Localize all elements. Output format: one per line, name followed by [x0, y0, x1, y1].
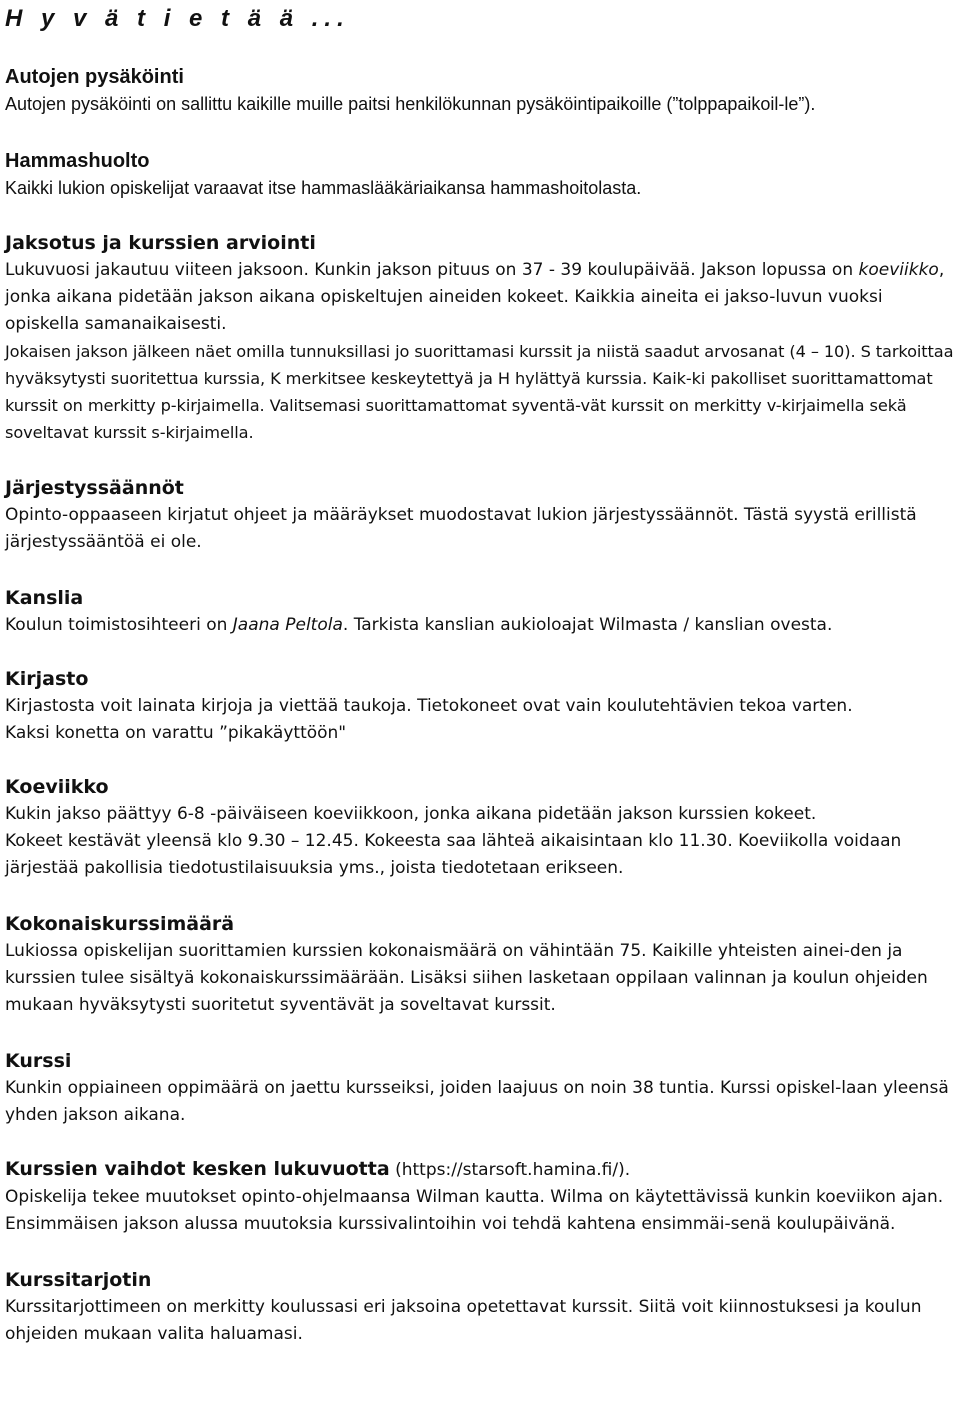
section-hammashuolto	[5, 147, 955, 202]
section-heading: Jaksotus ja kurssien arviointi	[5, 232, 316, 254]
section-jaksotus	[5, 229, 955, 446]
document-page	[5, 4, 955, 1348]
section-heading: Kurssien vaihdot kesken lukuvuotta	[5, 1158, 390, 1180]
section-kurssien-vaihdot	[5, 1155, 955, 1238]
section-autojen-pysakointi	[5, 63, 955, 118]
body-text-part: , jonka aikana pidetään jakson aikana opiskeltujen aineiden kokeet. Kaikkia aineita ei jakso-luvun vuoksi opiskella samanaikaisesti.	[5, 260, 945, 334]
section-body: Jokaisen jakson jälkeen näet omilla tunnuksillasi jo suorittamasi kurssit ja niistä saadut arvosanat (4 – 10). S tarkoittaa hyväksytysti suoritettua kurssia, K merkitsee keskeytettyä ja H hylättyä kurssia. Kaik-ki pakolliset suorittamattomat kurssit on merkitty p-kirjaimella. Valitsemasi suorittamattomat syventä-vät kurssit on merkitty v-kirjaimella sekä soveltavat kurssit s-kirjaimella.	[5, 342, 954, 442]
section-kanslia	[5, 584, 955, 639]
section-body: Kunkin oppiaineen oppimäärä on jaettu kursseiksi, joiden laajuus on noin 38 tuntia. Kurssi opiskel-laan yleensä yhden jakson aikana.	[5, 1078, 949, 1125]
section-body: Opiskelija tekee muutokset opinto-ohjelmaansa Wilman kautta. Wilma on käytettävissä kunkin koeviikon ajan. Ensimmäisen jakson alussa muutoksia kurssivalintoihin voi tehdä kahtena ensimmäi-senä koulupäivänä.	[5, 1187, 944, 1234]
body-text-part: . Tarkista kanslian aukioloajat Wilmasta / kanslian ovesta.	[342, 615, 833, 635]
section-body: Kukin jakso päättyy 6-8 -päiväiseen koeviikkoon, jonka aikana pidetään jakson kurssien kokeet.	[5, 804, 817, 824]
section-heading-link: (https://starsoft.hamina.fi/).	[389, 1160, 631, 1180]
section-kurssi	[5, 1047, 955, 1129]
body-text-part: Lukuvuosi jakautuu viiteen jaksoon. Kunkin jakson pituus on 37 - 39 koulupäivää. Jakson lopussa on	[5, 260, 859, 280]
section-body: Kaikki lukion opiskelijat varaavat itse hammaslääkäriaikansa hammashoitolasta.	[5, 178, 642, 198]
section-body: Kurssitarjottimeen on merkitty koulussasi eri jaksoina opetettavat kurssit. Siitä voit kiinnostuksesi ja koulun ohjeiden mukaan valita haluamasi.	[5, 1297, 922, 1344]
section-kurssitarjotin	[5, 1266, 955, 1348]
section-heading: Koeviikko	[5, 776, 109, 798]
section-body	[5, 612, 955, 639]
body-text-part: Koulun toimistosihteeri on	[5, 615, 233, 635]
section-heading: Kirjasto	[5, 668, 89, 690]
section-heading: Järjestyssäännöt	[5, 477, 184, 499]
section-body: Kaksi konetta on varattu ”pikakäyttöön"	[5, 723, 347, 743]
section-heading-line	[5, 1155, 955, 1184]
section-body: Lukiossa opiskelijan suorittamien kurssien kokonaismäärä on vähintään 75. Kaikille yhteisten ainei-den ja kurssien tulee sisältyä kokonaiskurssimäärään. Lisäksi siihen lasketaan oppilaan valinnan ja koulun ohjeiden mukaan hyväksytysti suoritetut syventävät ja soveltavat kurssit.	[5, 941, 928, 1015]
section-heading: Kokonaiskurssimäärä	[5, 913, 235, 935]
section-jarjestyssaannot	[5, 474, 955, 556]
section-heading: Hammashuolto	[5, 150, 150, 172]
section-heading: Kanslia	[5, 587, 84, 609]
section-kokonaiskurssimaara	[5, 910, 955, 1019]
section-heading: Autojen pysäköinti	[5, 66, 184, 88]
section-body: Autojen pysäköinti on sallittu kaikille muille paitsi henkilökunnan pysäköintipaikoille (”tolppapaikoil-le”).	[5, 94, 816, 114]
body-emphasis: koeviikko	[858, 260, 939, 280]
section-body: Kirjastosta voit lainata kirjoja ja viettää taukoja. Tietokoneet ovat vain koulutehtävien tekoa varten.	[5, 696, 853, 716]
section-kirjasto	[5, 665, 955, 747]
section-body: Kokeet kestävät yleensä klo 9.30 – 12.45. Kokeesta saa lähteä aikaisintaan klo 11.30. Koeviikolla voidaan järjestää pakollisia tiedotustilaisuuksia yms., joista tiedotetaan erikseen.	[5, 831, 902, 878]
body-emphasis: Jaana Peltola	[232, 615, 343, 635]
section-heading: Kurssitarjotin	[5, 1269, 152, 1291]
section-heading: Kurssi	[5, 1050, 72, 1072]
section-koeviikko	[5, 773, 955, 882]
page-title: H y v ä t i e t ä ä ...	[5, 5, 350, 32]
section-body	[5, 257, 955, 338]
section-body: Opinto-oppaaseen kirjatut ohjeet ja määräykset muodostavat lukion järjestyssäännöt. Tästä syystä erillistä järjestyssääntöä ei ole.	[5, 505, 917, 552]
